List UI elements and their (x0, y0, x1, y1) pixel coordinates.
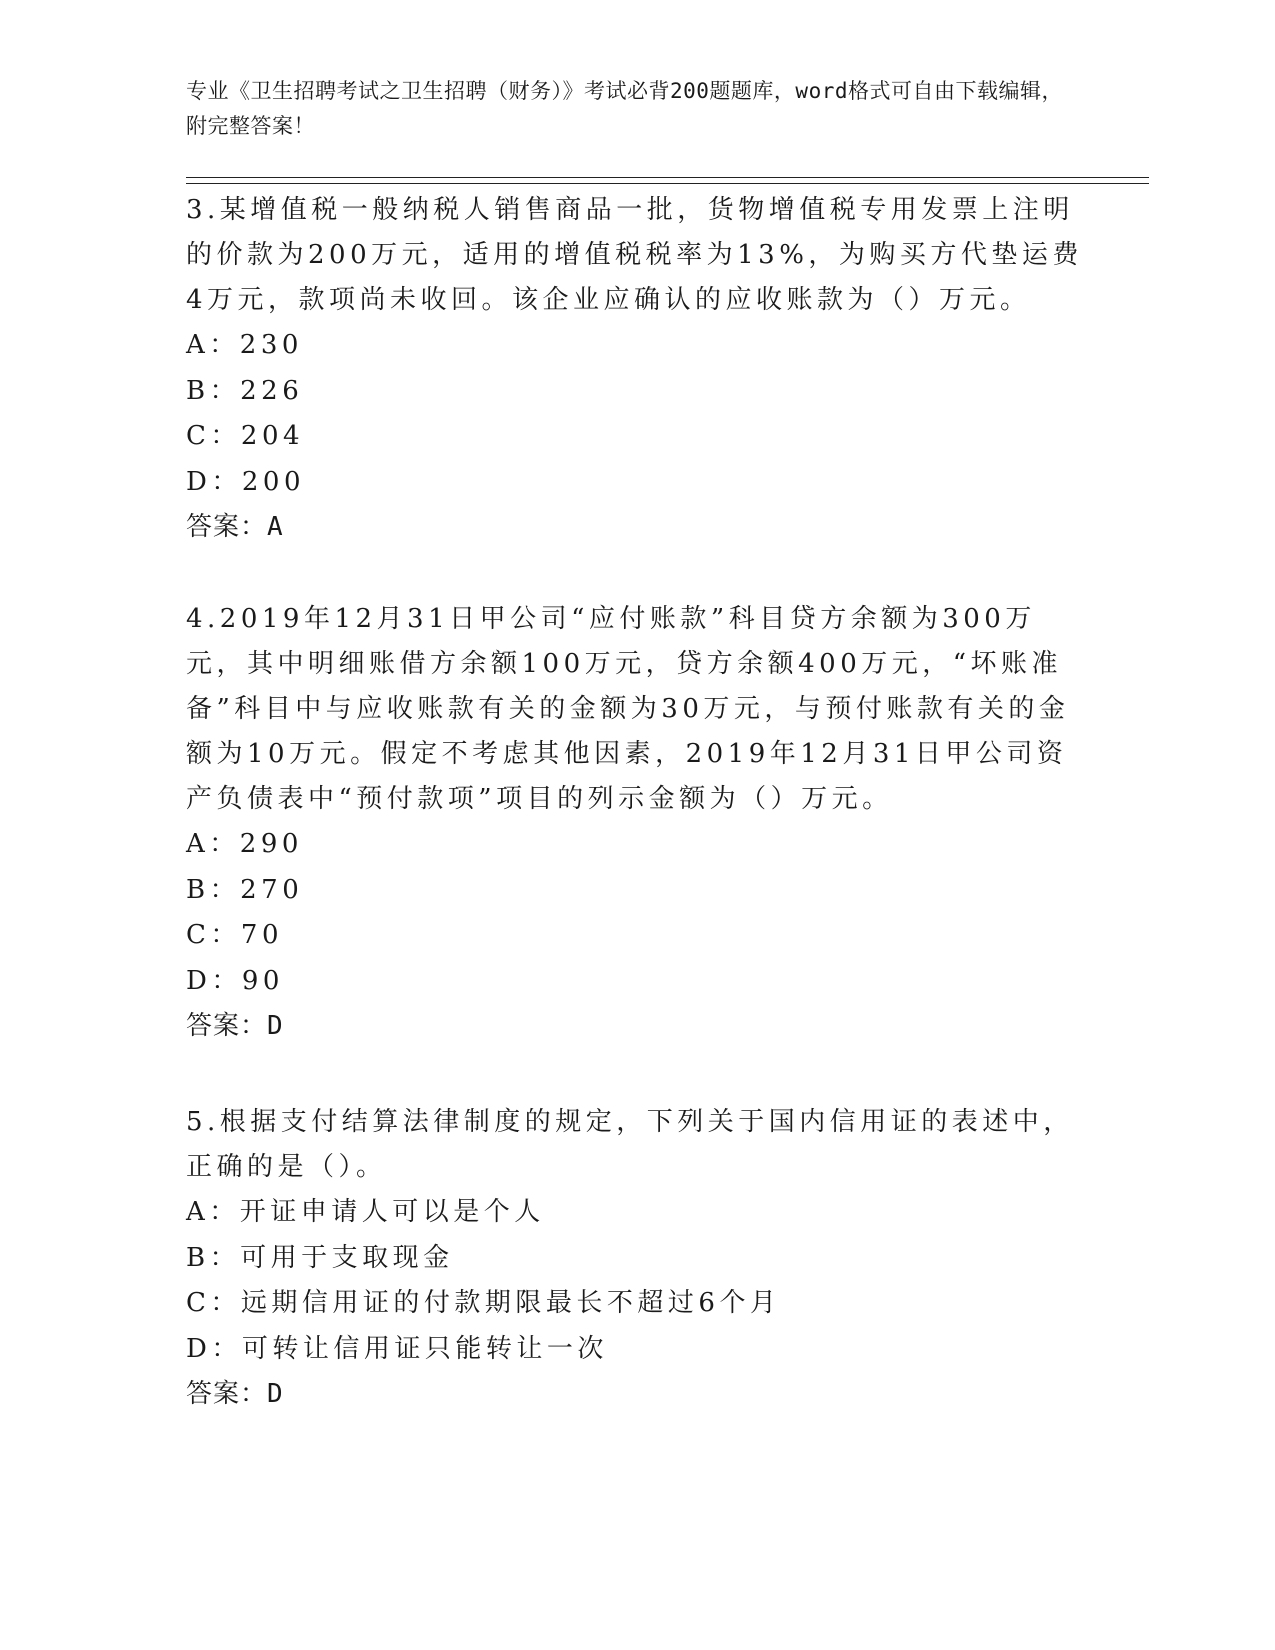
option-letter: D： (186, 1333, 242, 1364)
option-text: 可用于支取现金 (240, 1242, 454, 1273)
option-text: 可转让信用证只能转让一次 (241, 1333, 608, 1364)
option-a (186, 323, 1086, 369)
option-text: 230 (239, 330, 303, 360)
option-letter: B： (186, 375, 241, 406)
option-text: 290 (239, 829, 303, 859)
question-stem: 4.2019年12月31日甲公司“应付账款”科目贷方余额为300万元，其中明细账借方余额100万元，贷方余额400万元，“坏账准备”科目中与应收账款有关的金额为30万元，与预付账款有关的金额为10万元。假定不考虑其他因素，2019年12月31日甲公司资产负债表中“预付款项”项目的列示金额为（）万元。 (186, 604, 1070, 814)
option-c (186, 913, 1086, 959)
option-letter: D： (186, 965, 242, 996)
option-c (186, 414, 1086, 460)
option-text: 70 (240, 920, 283, 950)
question-stem: 5.根据支付结算法律制度的规定，下列关于国内信用证的表述中，正确的是（）。 (186, 1107, 1074, 1182)
option-c (186, 1281, 1086, 1327)
option-text: 226 (240, 375, 304, 406)
option-text: 200 (241, 466, 305, 497)
option-a (186, 822, 1086, 868)
option-letter: D： (186, 466, 242, 497)
option-letter: A： (186, 829, 240, 859)
document-header: 专业《卫生招聘考试之卫生招聘（财务）》考试必背200题题库，word格式可自由下载编辑，附完整答案！ (186, 79, 1063, 138)
answer-line: 答案：D (186, 1379, 284, 1409)
answer-line: 答案：A (186, 512, 284, 542)
option-letter: C： (186, 920, 241, 950)
option-letter: A： (186, 1197, 240, 1227)
option-b (186, 1236, 1086, 1282)
question-5 (186, 1100, 1086, 1417)
option-text: 90 (241, 965, 284, 996)
question-stem: 3.某增值税一般纳税人销售商品一批，货物增值税专用发票上注明的价款为200万元，适用的增值税税率为13%，为购买方代垫运费4万元，款项尚未收回。该企业应确认的应收账款为（）万元。 (186, 195, 1083, 315)
option-text: 开证申请人可以是个人 (239, 1197, 545, 1227)
answer-line: 答案：D (186, 1011, 284, 1041)
option-text: 远期信用证的付款期限最长不超过6个月 (240, 1288, 781, 1318)
header-rule-bottom (186, 183, 1149, 184)
question-3 (186, 188, 1086, 550)
option-a (186, 1190, 1086, 1236)
option-text: 204 (240, 421, 305, 451)
option-b (186, 868, 1086, 914)
option-letter: B： (186, 874, 241, 905)
header-rule-top (186, 177, 1149, 178)
option-text: 270 (240, 874, 304, 905)
option-b (186, 369, 1086, 415)
option-d (186, 959, 1086, 1005)
option-letter: B： (186, 1242, 241, 1273)
option-letter: C： (186, 421, 241, 451)
option-letter: A： (186, 330, 240, 360)
question-4 (186, 597, 1086, 1049)
option-letter: C： (186, 1288, 241, 1318)
option-d (186, 460, 1086, 506)
option-d (186, 1327, 1086, 1373)
